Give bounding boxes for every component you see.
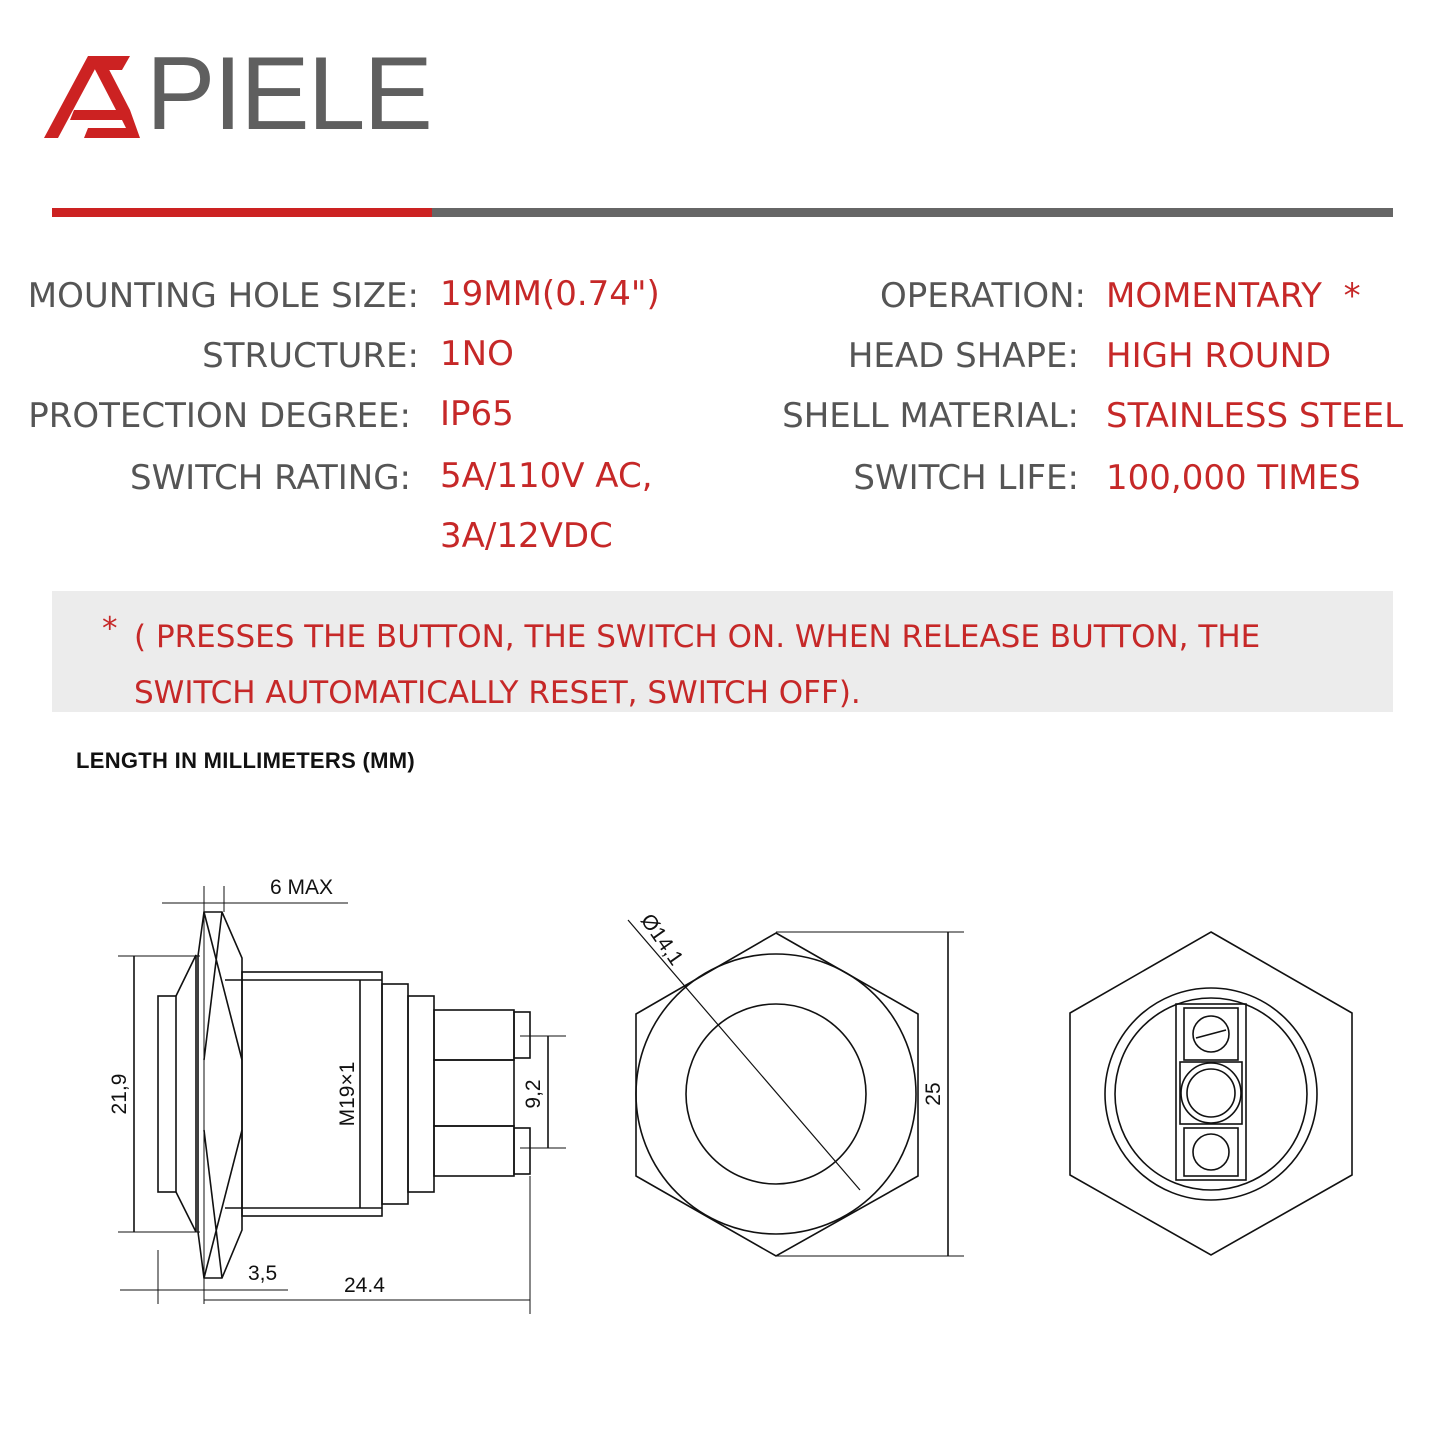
spec-label-switch-rating: SWITCH RATING:	[129, 458, 411, 498]
drawing-title: LENGTH IN MILLIMETERS (MM)	[76, 748, 415, 773]
dim-max-thickness: 6 MAX	[270, 876, 334, 899]
spec-label-structure: STRUCTURE:	[202, 336, 419, 376]
brand-logo-mark-icon	[44, 50, 140, 140]
spec-value-structure: 1NO	[440, 334, 514, 374]
note-text: ( PRESSES THE BUTTON, THE SWITCH ON. WHEN RELEASE BUTTON, THE SWITCH AUTOMATICALLY RESET, SWITCH OFF).	[134, 619, 1261, 711]
dim-flange: 3,5	[248, 1262, 278, 1285]
spec-label-operation: OPERATION:	[879, 276, 1086, 316]
front-view	[628, 920, 964, 1256]
spec-label-shell-material: SHELL MATERIAL:	[782, 396, 1079, 436]
spec-label-mounting-hole: MOUNTING HOLE SIZE:	[27, 276, 419, 316]
dim-terminal-pitch: 9,2	[522, 1079, 545, 1109]
dim-head-diameter: Ø14,1	[635, 909, 688, 970]
dimension-drawing	[0, 820, 1445, 1360]
spec-value-protection: IP65	[440, 394, 514, 434]
dim-head-height: 21,9	[108, 1073, 131, 1115]
rear-view	[1070, 932, 1352, 1255]
dim-nut-width: 25	[922, 1082, 945, 1106]
spec-value-head-shape: HIGH ROUND	[1106, 336, 1332, 376]
spec-value-switch-rating: 5A/110V AC,	[440, 456, 653, 496]
brand-name: PIELE	[146, 36, 431, 152]
spec-label-head-shape: HEAD SHAPE:	[847, 336, 1079, 376]
spec-value-shell-material: STAINLESS STEEL	[1106, 396, 1404, 436]
spec-value-switch-life: 100,000 TIMES	[1106, 458, 1361, 498]
dim-thread: M19×1	[336, 1061, 359, 1127]
header-divider	[52, 208, 1393, 217]
spec-label-switch-life: SWITCH LIFE:	[853, 458, 1079, 498]
note-asterisk: *	[102, 611, 118, 647]
operation-note	[52, 591, 1393, 712]
header-divider-accent	[52, 208, 432, 217]
spec-value-switch-rating-dc: 3A/12VDC	[440, 516, 613, 556]
dim-body-length: 24.4	[344, 1274, 385, 1297]
spec-label-protection: PROTECTION DEGREE:	[28, 396, 411, 436]
spec-value-operation: MOMENTARY *	[1106, 276, 1361, 316]
brand-logo	[44, 36, 431, 152]
spec-value-mounting-hole: 19MM(0.74")	[440, 274, 660, 314]
